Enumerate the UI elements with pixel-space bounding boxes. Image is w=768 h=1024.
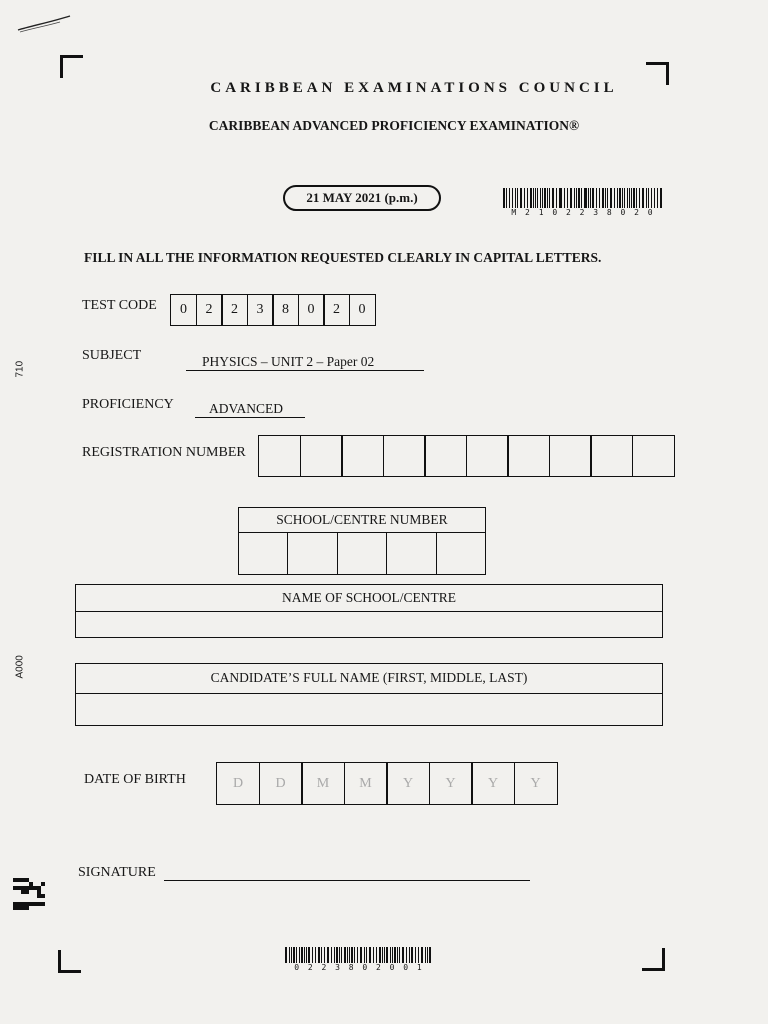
- barcode-bar: [576, 188, 577, 208]
- barcode-bar: [512, 188, 514, 208]
- side-code-upper: 710: [14, 360, 26, 378]
- registration-number-cell[interactable]: [424, 435, 467, 477]
- barcode-bar: [622, 188, 623, 208]
- barcode-bar: [376, 947, 377, 963]
- barcode-bar: [321, 947, 322, 963]
- barcode-bar: [584, 188, 585, 208]
- barcode-bar: [560, 188, 562, 208]
- barcode-bar: [542, 188, 543, 208]
- barcode-bar: [409, 947, 410, 963]
- dob-year-cell[interactable]: Y: [514, 762, 558, 805]
- school-centre-number-cells: [239, 533, 485, 574]
- corner-mark-bottom-right: [642, 948, 665, 971]
- test-code-digit: 2: [221, 294, 248, 326]
- barcode-bar: [642, 188, 644, 208]
- barcode-bar: [617, 188, 618, 208]
- barcode-bar: [411, 947, 413, 963]
- registration-number-cell[interactable]: [258, 435, 301, 477]
- qr-code: [13, 878, 45, 910]
- barcode-bar: [570, 188, 572, 208]
- barcode-bar: [293, 947, 295, 963]
- barcode-bar: [334, 947, 335, 963]
- barcode-bar: [308, 947, 310, 963]
- date-of-birth-grid: [216, 762, 558, 805]
- dob-day-cell[interactable]: D: [259, 762, 303, 805]
- barcode-bar: [312, 947, 313, 963]
- barcode-bar: [527, 188, 528, 208]
- barcode-bar: [657, 188, 658, 208]
- registration-number-cell[interactable]: [300, 435, 343, 477]
- exam-date: 21 MAY 2021 (p.m.): [283, 185, 441, 211]
- barcode-bar: [517, 188, 518, 208]
- barcode-bar: [524, 188, 525, 208]
- barcode-bar: [619, 188, 621, 208]
- registration-number-cell[interactable]: [507, 435, 550, 477]
- barcode-bar: [533, 188, 534, 208]
- test-code-digit: 0: [170, 294, 197, 326]
- barcode-bar: [360, 947, 362, 963]
- dob-month-cell[interactable]: M: [301, 762, 345, 805]
- top-barcode-bars: [503, 188, 663, 208]
- barcode-bar: [588, 188, 589, 208]
- test-code-digit: 3: [247, 294, 274, 326]
- barcode-bar: [304, 947, 305, 963]
- candidate-name-label: CANDIDATE’S FULL NAME (FIRST, MIDDLE, LAST): [76, 664, 662, 694]
- barcode-bar: [540, 188, 541, 208]
- barcode-bar: [289, 947, 290, 963]
- barcode-bar: [629, 188, 630, 208]
- date-of-birth-label: DATE OF BIRTH: [84, 772, 186, 787]
- school-centre-number-box: [238, 507, 486, 575]
- barcode-bar: [364, 947, 365, 963]
- barcode-bar: [315, 947, 316, 963]
- pen-mark: [16, 8, 72, 38]
- barcode-bar: [429, 947, 431, 963]
- barcode-bar: [336, 947, 338, 963]
- test-code-grid: [170, 294, 376, 326]
- barcode-bar: [646, 188, 647, 208]
- barcode-bar: [578, 188, 580, 208]
- barcode-bar: [351, 947, 353, 963]
- dob-day-cell[interactable]: D: [216, 762, 260, 805]
- bottom-barcode-bars: [285, 947, 433, 963]
- barcode-bar: [357, 947, 358, 963]
- barcode-bar: [633, 188, 635, 208]
- dob-year-cell[interactable]: Y: [386, 762, 430, 805]
- registration-number-cell[interactable]: [590, 435, 633, 477]
- barcode-bar: [506, 188, 507, 208]
- barcode-bar: [341, 947, 342, 963]
- registration-number-cell[interactable]: [466, 435, 509, 477]
- barcode-bar: [599, 188, 600, 208]
- school-centre-number-cell[interactable]: [386, 533, 435, 574]
- barcode-bar: [369, 947, 371, 963]
- barcode-bar: [547, 188, 548, 208]
- test-code-label: TEST CODE: [82, 298, 157, 313]
- barcode-bar: [537, 188, 539, 208]
- barcode-bar: [339, 947, 340, 963]
- barcode-bar: [596, 188, 597, 208]
- top-barcode-text: M 2 1 0 2 2 3 8 0 2 0: [511, 208, 655, 217]
- barcode-bar: [418, 947, 419, 963]
- council-title: CARIBBEAN EXAMINATIONS COUNCIL: [210, 80, 618, 96]
- corner-mark-top-left: [60, 55, 83, 78]
- barcode-bar: [564, 188, 565, 208]
- barcode-bar: [592, 188, 594, 208]
- barcode-bar: [520, 188, 522, 208]
- corner-mark-bottom-left: [58, 950, 81, 973]
- barcode-bar: [373, 947, 374, 963]
- barcode-bar: [354, 947, 355, 963]
- barcode-bar: [651, 188, 653, 208]
- barcode-bar: [399, 947, 400, 963]
- barcode-bar: [535, 188, 536, 208]
- bottom-barcode: [285, 947, 433, 972]
- barcode-bar: [549, 188, 550, 208]
- candidate-name-field[interactable]: [76, 694, 662, 725]
- barcode-bar: [306, 947, 307, 963]
- barcode-bar: [296, 947, 297, 963]
- subject-value: PHYSICS – UNIT 2 – Paper 02: [186, 354, 424, 371]
- barcode-bar: [567, 188, 568, 208]
- barcode-bar: [581, 188, 582, 208]
- barcode-bar: [605, 188, 606, 208]
- barcode-bar: [421, 947, 423, 963]
- barcode-bar: [415, 947, 416, 963]
- signature-line[interactable]: [164, 862, 530, 881]
- test-code-digit: 0: [298, 294, 325, 326]
- barcode-bar: [347, 947, 348, 963]
- registration-number-cell[interactable]: [549, 435, 592, 477]
- barcode-bar: [654, 188, 655, 208]
- top-barcode: [503, 188, 663, 217]
- barcode-bar: [386, 947, 388, 963]
- barcode-bar: [602, 188, 604, 208]
- barcode-bar: [327, 947, 329, 963]
- registration-number-cell[interactable]: [341, 435, 384, 477]
- barcode-bar: [660, 188, 662, 208]
- barcode-bar: [285, 947, 287, 963]
- barcode-bar: [503, 188, 505, 208]
- barcode-bar: [627, 188, 629, 208]
- barcode-bar: [590, 188, 591, 208]
- barcode-bar: [559, 188, 560, 208]
- barcode-bar: [382, 947, 383, 963]
- barcode-bar: [648, 188, 649, 208]
- barcode-bar: [301, 947, 303, 963]
- barcode-bar: [402, 947, 404, 963]
- barcode-bar: [406, 947, 407, 963]
- barcode-bar: [366, 947, 367, 963]
- dob-month-cell[interactable]: M: [344, 762, 388, 805]
- barcode-bar: [425, 947, 426, 963]
- barcode-bar: [394, 947, 396, 963]
- school-name-field[interactable]: [76, 612, 662, 637]
- registration-number-cell[interactable]: [632, 435, 675, 477]
- bottom-barcode-text: 0 2 2 3 8 0 2 0 0 1: [294, 963, 424, 972]
- school-centre-number-cell[interactable]: [337, 533, 386, 574]
- barcode-bar: [324, 947, 325, 963]
- barcode-bar: [552, 188, 554, 208]
- barcode-bar: [515, 188, 516, 208]
- barcode-bar: [349, 947, 350, 963]
- registration-number-grid: [258, 435, 675, 477]
- test-code-digit: 8: [272, 294, 299, 326]
- signature-label: SIGNATURE: [78, 865, 156, 880]
- barcode-bar: [331, 947, 332, 963]
- barcode-bar: [636, 188, 637, 208]
- school-name-label: NAME OF SCHOOL/CENTRE: [76, 585, 662, 612]
- dob-year-cell[interactable]: Y: [429, 762, 473, 805]
- subject-label: SUBJECT: [82, 348, 142, 363]
- proficiency-value: ADVANCED: [195, 401, 305, 418]
- proficiency-label: PROFICIENCY: [82, 397, 174, 412]
- side-code-lower: A000: [14, 655, 26, 679]
- barcode-bar: [379, 947, 381, 963]
- barcode-bar: [610, 188, 612, 208]
- barcode-bar: [639, 188, 640, 208]
- barcode-bar: [299, 947, 300, 963]
- barcode-bar: [624, 188, 625, 208]
- registration-number-cell[interactable]: [383, 435, 426, 477]
- school-centre-number-cell[interactable]: [239, 533, 287, 574]
- barcode-bar: [574, 188, 575, 208]
- barcode-bar: [390, 947, 391, 963]
- barcode-bar: [607, 188, 608, 208]
- barcode-bar: [509, 188, 510, 208]
- barcode-bar: [631, 188, 632, 208]
- school-centre-number-cell[interactable]: [287, 533, 336, 574]
- barcode-bar: [392, 947, 393, 963]
- test-code-digit: 0: [349, 294, 376, 326]
- candidate-name-box: [75, 663, 663, 726]
- barcode-bar: [384, 947, 385, 963]
- barcode-bar: [530, 188, 532, 208]
- school-centre-number-cell[interactable]: [436, 533, 485, 574]
- barcode-bar: [427, 947, 428, 963]
- barcode-bar: [556, 188, 557, 208]
- test-code-digit: 2: [323, 294, 350, 326]
- school-name-box: [75, 584, 663, 638]
- test-code-digit: 2: [196, 294, 223, 326]
- barcode-bar: [614, 188, 615, 208]
- school-centre-number-label: SCHOOL/CENTRE NUMBER: [239, 508, 485, 533]
- dob-year-cell[interactable]: Y: [471, 762, 515, 805]
- barcode-bar: [318, 947, 320, 963]
- barcode-bar: [544, 188, 546, 208]
- instruction-text: FILL IN ALL THE INFORMATION REQUESTED CLEARLY IN CAPITAL LETTERS.: [84, 250, 602, 265]
- barcode-bar: [291, 947, 292, 963]
- barcode-bar: [585, 188, 587, 208]
- registration-label: REGISTRATION NUMBER: [82, 445, 246, 460]
- barcode-bar: [344, 947, 346, 963]
- exam-title: CARIBBEAN ADVANCED PROFICIENCY EXAMINATION®: [208, 118, 580, 133]
- qr-module: [41, 906, 45, 910]
- barcode-bar: [397, 947, 398, 963]
